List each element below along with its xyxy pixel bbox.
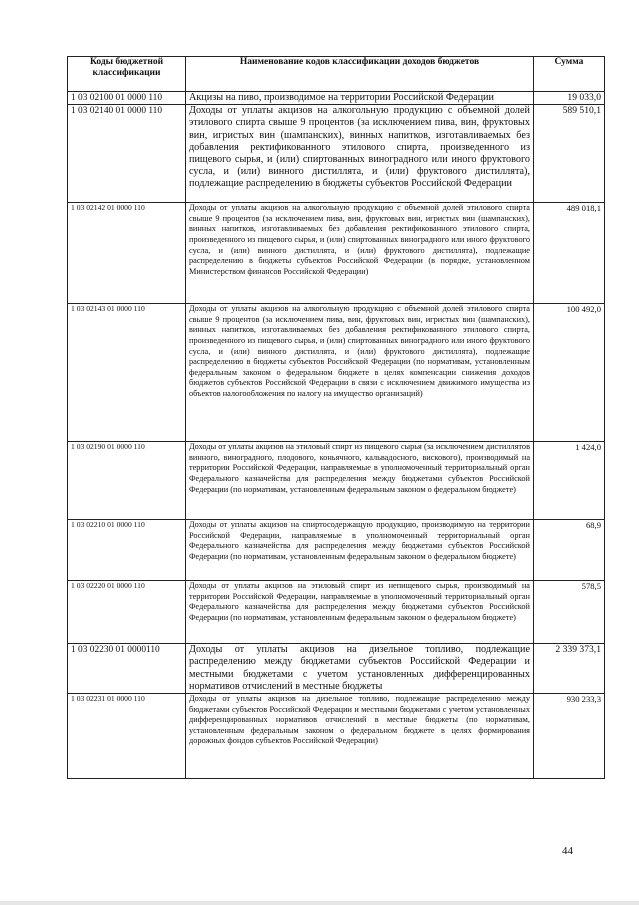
- table-row: [68, 581, 605, 644]
- row-name: Доходы от уплаты акцизов на спиртосодержащую продукцию, производимую на территории Российской Федерации, направляемые в уполномоченный территориальный орган Федерального казначейства для распределения между бюджетами субъектов Российской Федерации (по нормативам, установленным федеральным законом о федеральном бюджете): [186, 520, 534, 581]
- row-code: 1 03 02142 01 0000 110: [68, 203, 186, 304]
- row-name: Доходы от уплаты акцизов на алкогольную продукцию с объемной долей этилового спирта свыше 9 процентов (за исключением пива, вин, фруктовых вин, игристых вин (шампанских), винных напитков, изготавливаемых без добавления ректификованного этилового спирта, произведенного из пищевого сырья, и (или) спиртованных виноградного или иного фруктового сусла, и (или) винного дистиллята, и (или) фруктового дистиллята), подлежащие распределению в бюджеты субъектов Российской Федерации (по нормативам, установленным федеральным законом о федеральном бюджете в целях компенсации снижения доходов бюджетов субъектов Российской Федерации в связи с исключением движимого имущества из объектов налогообложения по налогу на имущество организаций): [186, 304, 534, 442]
- row-code: 1 03 02143 01 0000 110: [68, 304, 186, 442]
- row-code: 1 03 02210 01 0000 110: [68, 520, 186, 581]
- row-name: Доходы от уплаты акцизов на этиловый спирт из непищевого сырья, производимый на территории Российской Федерации, направляемые в уполномоченный территориальный орган Федерального казначейства для распределения между бюджетами субъектов Российской Федерации (по нормативам, установленным федеральным законом о федеральном бюджете): [186, 581, 534, 644]
- row-sum: 930 233,3: [534, 694, 605, 779]
- header-name: Наименование кодов классификации доходов бюджетов: [186, 57, 534, 92]
- table-row: [68, 644, 605, 694]
- row-sum: 589 510,1: [534, 105, 605, 203]
- page-number: 44: [562, 845, 573, 857]
- row-sum: 578,5: [534, 581, 605, 644]
- row-code: 1 03 02230 01 0000110: [68, 644, 186, 694]
- row-name: Акцизы на пиво, производимое на территории Российской Федерации: [186, 92, 534, 105]
- header-code: Коды бюджетной классификации: [68, 57, 186, 92]
- row-sum: 100 492,0: [534, 304, 605, 442]
- table-row: [68, 442, 605, 520]
- row-code: 1 03 02231 01 0000 110: [68, 694, 186, 779]
- row-sum: 489 018,1: [534, 203, 605, 304]
- row-code: 1 03 02140 01 0000 110: [68, 105, 186, 203]
- row-code: 1 03 02100 01 0000 110: [68, 92, 186, 105]
- row-name: Доходы от уплаты акцизов на алкогольную продукцию с объемной долей этилового спирта свыше 9 процентов (за исключением пива, вин, фруктовых вин, игристых вин (шампанских), винных напитков, изготавливаемых без добавления ректификованного этилового спирта, произведенного из пищевого сырья, и (или) спиртованных виноградного или иного фруктового сусла, и (или) винного дистиллята, и (или) фруктового дистиллята), подлежащие распределению в бюджеты субъектов Российской Федерации: [186, 105, 534, 203]
- row-code: 1 03 02220 01 0000 110: [68, 581, 186, 644]
- header-sum: Сумма: [534, 57, 605, 92]
- table-row: [68, 203, 605, 304]
- row-name: Доходы от уплаты акцизов на дизельное топливо, подлежащие распределению между бюджетами субъектов Российской Федерации и местными бюджетами с учетом установленных дифференцированных нормативов отчислений в местные бюджеты (по нормативам, установленным федеральным законом о федеральном бюджете в целях формирования дорожных фондов субъектов Российской Федерации): [186, 694, 534, 779]
- row-code: 1 03 02190 01 0000 110: [68, 442, 186, 520]
- row-sum: 1 424,0: [534, 442, 605, 520]
- table-row: [68, 304, 605, 442]
- row-sum: 68,9: [534, 520, 605, 581]
- row-sum: 2 339 373,1: [534, 644, 605, 694]
- table-row: [68, 105, 605, 203]
- table-row: [68, 520, 605, 581]
- row-sum: 19 033,0: [534, 92, 605, 105]
- table-row: [68, 92, 605, 105]
- row-name: Доходы от уплаты акцизов на дизельное топливо, подлежащие распределению между бюджетами субъектов Российской Федерации и местными бюджетами с учетом установленных дифференцированных нормативов отчислений в местные бюджеты: [186, 644, 534, 694]
- budget-income-table: [67, 56, 605, 779]
- row-name: Доходы от уплаты акцизов на алкогольную продукцию с объемной долей этилового спирта свыше 9 процентов (за исключением пива, вин, фруктовых вин, игристых вин (шампанских), винных напитков, изготавливаемых без добавления ректификованного этилового спирта, произведенного из пищевого сырья, и (или) спиртованных виноградного или иного фруктового сусла, и (или) винного дистиллята, и (или) фруктового дистиллята), подлежащие распределению в бюджеты субъектов Российской Федерации (в порядке, установленном Министерством финансов Российской Федерации): [186, 203, 534, 304]
- table-header-row: [68, 57, 605, 92]
- page-bottom-edge: [0, 901, 639, 905]
- table-row: [68, 694, 605, 779]
- row-name: Доходы от уплаты акцизов на этиловый спирт из пищевого сырья (за исключением дистиллятов винного, виноградного, плодового, коньячного, кальвадосного, вискового), производимый на территории Российской Федерации, направляемые в уполномоченный территориальный орган Федерального казначейства для распределения между бюджетами субъектов Российской Федерации (по нормативам, установленным федеральным законом о федеральном бюджете): [186, 442, 534, 520]
